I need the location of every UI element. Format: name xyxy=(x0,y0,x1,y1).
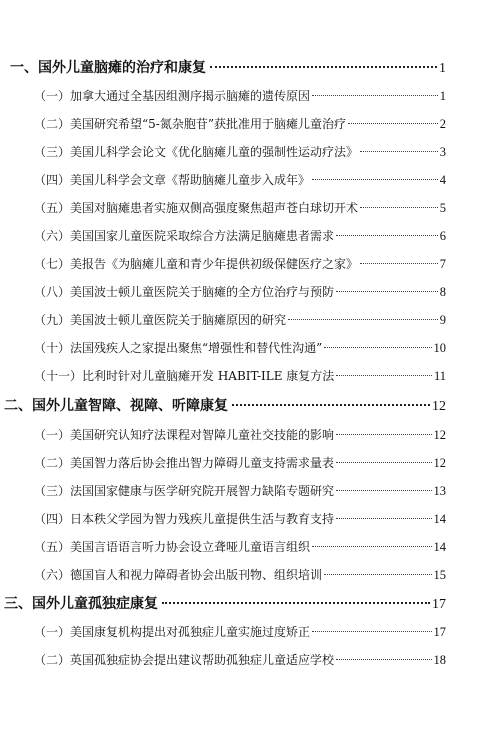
toc-page-number: 6 xyxy=(439,229,446,243)
toc-page-number: 12 xyxy=(433,456,446,470)
dot-leader xyxy=(210,66,437,68)
toc-entry-title: （六）美国国家儿童医院采取综合方法满足脑瘫患者需求 xyxy=(34,229,335,243)
toc-section-3[interactable] xyxy=(4,594,446,614)
toc-entry[interactable] xyxy=(34,254,446,274)
toc-entry-title: （二）美国研究希望“5-氮杂胞苷”获批准用于脑瘫儿童治疗 xyxy=(34,117,346,131)
toc-entry-title: （十）法国残疾人之家提出聚焦“增强性和替代性沟通” xyxy=(34,341,323,355)
toc-page-number: 14 xyxy=(433,512,446,526)
toc-page-number: 9 xyxy=(439,313,446,327)
toc-entry[interactable] xyxy=(34,622,446,642)
dot-leader xyxy=(336,434,431,435)
toc-page-number: 2 xyxy=(439,117,446,131)
toc-entry[interactable] xyxy=(34,310,446,330)
dot-leader xyxy=(336,659,431,660)
toc-entry-title: （一）美国康复机构提出对孤独症儿童实施过度矫正 xyxy=(34,625,311,639)
dot-leader xyxy=(360,151,438,152)
toc-entry[interactable] xyxy=(34,114,446,134)
dot-leader xyxy=(336,235,438,236)
toc-page-number: 8 xyxy=(439,285,446,299)
toc-page-number: 5 xyxy=(439,201,446,215)
toc-entry-title: 三、国外儿童孤独症康复 xyxy=(4,596,158,612)
toc-entry-title: （一）加拿大通过全基因组测序揭示脑瘫的遗传原因 xyxy=(34,89,311,103)
toc-entry[interactable] xyxy=(34,226,446,246)
toc-section-2[interactable] xyxy=(4,396,446,416)
toc-entry-title: 一、国外儿童脑瘫的治疗和康复 xyxy=(10,60,206,76)
toc-entry[interactable] xyxy=(34,453,446,473)
dot-leader xyxy=(336,490,431,491)
toc-page-number: 1 xyxy=(439,61,446,76)
toc-entry-title: （四）日本秩父学园为智力残疾儿童提供生活与教育支持 xyxy=(34,512,335,526)
dot-leader xyxy=(232,404,430,406)
toc-entry-title: （四）美国儿科学会文章《帮助脑瘫儿童步入成年》 xyxy=(34,173,311,187)
toc-entry[interactable] xyxy=(34,481,446,501)
toc-entry-title: （三）美国儿科学会论文《优化脑瘫儿童的强制性运动疗法》 xyxy=(34,145,359,159)
toc-page-number: 1 xyxy=(439,89,446,103)
toc-entry-title: （八）美国波士顿儿童医院关于脑瘫的全方位治疗与预防 xyxy=(34,285,335,299)
toc-entry-title: （二）美国智力落后协会推出智力障碍儿童支持需求量表 xyxy=(34,456,335,470)
dot-leader xyxy=(348,123,438,124)
toc-entry-title: （五）美国言语语言听力协会设立聋哑儿童语言组织 xyxy=(34,540,311,554)
toc-entry[interactable] xyxy=(34,425,446,445)
toc-entry-title: （七）美报告《为脑瘫儿童和青少年提供初级保健医疗之家》 xyxy=(34,257,359,271)
toc-entry-title: 二、国外儿童智障、视障、听障康复 xyxy=(4,398,228,414)
toc-entry-title: （三）法国国家健康与医学研究院开展智力缺陷专题研究 xyxy=(34,484,335,498)
toc-page-number: 10 xyxy=(433,341,446,355)
dot-leader xyxy=(312,95,438,96)
dot-leader xyxy=(336,462,431,463)
toc-page-number: 4 xyxy=(439,173,446,187)
toc-entry[interactable] xyxy=(34,170,446,190)
toc-entry-title: （十一）比利时针对儿童脑瘫开发 HABIT-ILE 康复方法 xyxy=(34,369,335,383)
dot-leader xyxy=(324,347,431,348)
toc-page-number: 12 xyxy=(432,399,446,414)
dot-leader xyxy=(360,207,438,208)
toc-entry-title: （六）德国盲人和视力障碍者协会出版刊物、组织培训 xyxy=(34,568,323,582)
toc-entry[interactable] xyxy=(34,142,446,162)
toc-entry-title: （九）美国波士顿儿童医院关于脑瘫原因的研究 xyxy=(34,313,287,327)
toc-entry[interactable] xyxy=(34,198,446,218)
toc-entry[interactable] xyxy=(34,509,446,529)
toc-entry[interactable] xyxy=(34,565,446,585)
toc-entry[interactable] xyxy=(34,366,446,386)
dot-leader xyxy=(336,518,431,519)
toc-page-number: 12 xyxy=(433,428,446,442)
toc-entry[interactable] xyxy=(34,282,446,302)
toc-page-number: 11 xyxy=(433,369,446,383)
dot-leader xyxy=(312,179,438,180)
toc-page-number: 15 xyxy=(433,568,446,582)
toc-entry-title: （一）美国研究认知疗法课程对智障儿童社交技能的影响 xyxy=(34,428,335,442)
toc-page-number: 18 xyxy=(433,653,446,667)
dot-leader xyxy=(288,319,438,320)
toc-section-1[interactable] xyxy=(10,58,446,78)
toc-page-number: 17 xyxy=(433,625,446,639)
toc-entry[interactable] xyxy=(34,537,446,557)
toc-entry[interactable] xyxy=(34,338,446,358)
dot-leader xyxy=(312,546,431,547)
dot-leader xyxy=(324,574,431,575)
toc-entry[interactable] xyxy=(34,86,446,106)
dot-leader xyxy=(336,375,432,376)
toc-page-number: 14 xyxy=(433,540,446,554)
toc-entry-title: （二）英国孤独症协会提出建议帮助孤独症儿童适应学校 xyxy=(34,653,335,667)
dot-leader xyxy=(162,602,430,604)
toc-entry[interactable] xyxy=(34,650,446,670)
dot-leader xyxy=(336,291,438,292)
toc-page-number: 7 xyxy=(439,257,446,271)
toc-page-number: 13 xyxy=(433,484,446,498)
dot-leader xyxy=(360,263,438,264)
toc-page-number: 3 xyxy=(439,145,446,159)
toc-page-number: 17 xyxy=(432,597,446,612)
dot-leader xyxy=(312,631,431,632)
toc-entry-title: （五）美国对脑瘫患者实施双侧高强度聚焦超声苍白球切开术 xyxy=(34,201,359,215)
